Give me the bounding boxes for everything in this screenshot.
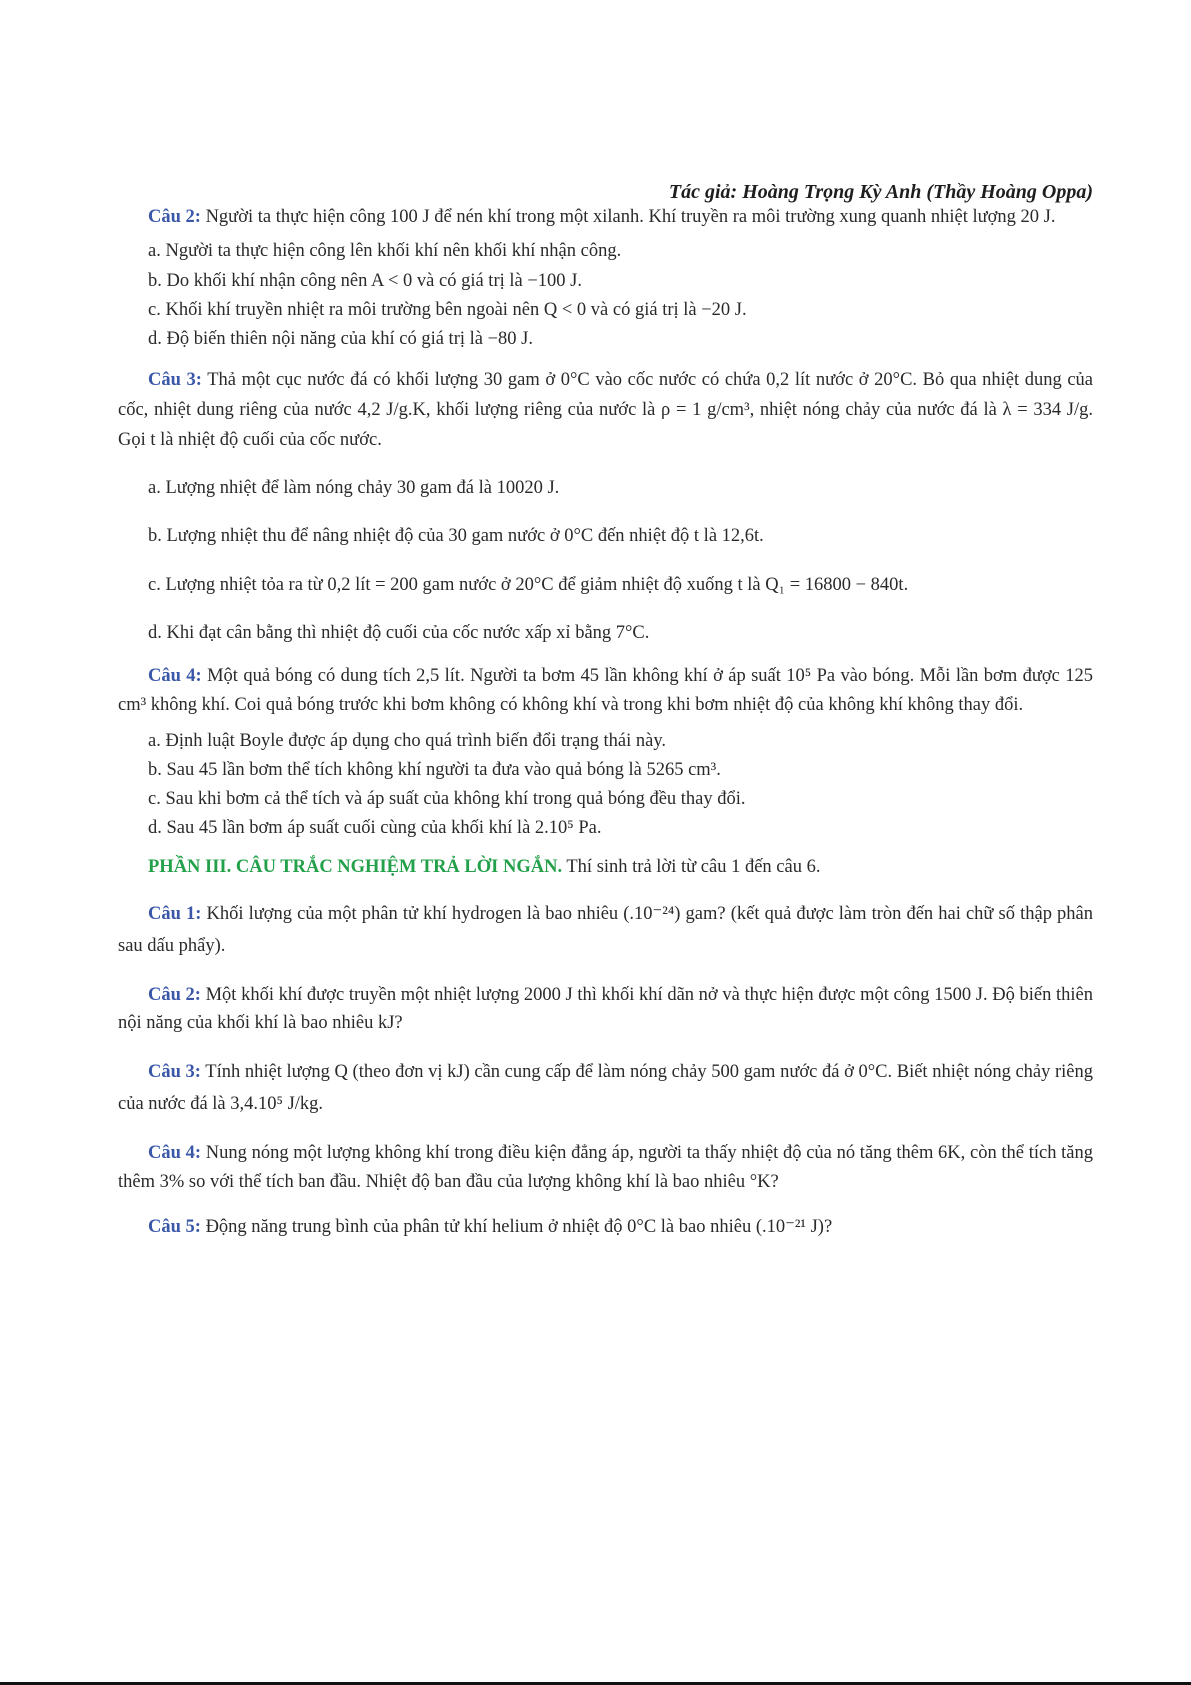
option-c: c. Sau khi bơm cả thể tích và áp suất của không khí trong quả bóng đều thay đổi. bbox=[148, 789, 746, 810]
section-heading bbox=[148, 854, 1093, 880]
question-label: Câu 2: bbox=[148, 984, 201, 1005]
option-a: a. Lượng nhiệt để làm nóng chảy 30 gam đá là 10020 J. bbox=[148, 478, 560, 499]
question-label: Câu 2: bbox=[148, 207, 201, 227]
option-c: c. Lượng nhiệt tỏa ra từ 0,2 lít = 200 gam nước ở 20°C để giảm nhiệt độ xuống t là Q₁ = 16800 − 840t. bbox=[148, 574, 909, 595]
question-text: Một quả bóng có dung tích 2,5 lít. Người ta bơm 45 lần không khí ở áp suất 10⁵ Pa vào bóng. Mỗi lần bơm được 125 cm³ không khí. Coi quả bóng trước khi bơm không có không khí và trong khi bơm nhiệt độ của không khí không thay đổi. bbox=[118, 666, 1094, 715]
document-body bbox=[118, 204, 1093, 1240]
question-text: Nung nóng một lượng không khí trong điều kiện đẳng áp, người ta thấy nhiệt độ của nó tăng thêm 6K, còn thể tích tăng thêm 3% so với thể tích ban đầu. Nhiệt độ ban đầu của lượng không khí là bao nhiêu °K? bbox=[118, 1142, 1094, 1193]
question-block bbox=[118, 1214, 1093, 1240]
option-d: d. Khi đạt cân bằng thì nhiệt độ cuối của cốc nước xấp xỉ bằng 7°C. bbox=[148, 622, 650, 643]
question-block bbox=[118, 204, 1093, 230]
option-c: c. Khối khí truyền nhiệt ra môi trường bên ngoài nên Q < 0 và có giá trị là −20 J. bbox=[148, 299, 747, 320]
question-block bbox=[118, 981, 1093, 1038]
question-text: Động năng trung bình của phân tử khí helium ở nhiệt độ 0°C là bao nhiêu (.10⁻²¹ J)? bbox=[205, 1216, 833, 1237]
question-text: Người ta thực hiện công 100 J để nén khí trong một xilanh. Khí truyền ra môi trường xung quanh nhiệt lượng 20 J. bbox=[205, 207, 1056, 227]
question-label: Câu 3: bbox=[148, 1061, 201, 1082]
option-a: a. Định luật Boyle được áp dụng cho quá trình biến đổi trạng thái này. bbox=[148, 730, 666, 751]
option-d: d. Độ biến thiên nội năng của khí có giá trị là −80 J. bbox=[148, 329, 533, 350]
question-text: Khối lượng của một phân tử khí hydrogen là bao nhiêu (.10⁻²⁴) gam? (kết quả được làm tròn đến hai chữ số thập phân sau dấu phẩy). bbox=[118, 903, 1094, 957]
section-title: PHẦN III. CÂU TRẮC NGHIỆM TRẢ LỜI NGẮN. bbox=[148, 856, 563, 877]
question-label: Câu 5: bbox=[148, 1216, 201, 1237]
question-text: Thả một cục nước đá có khối lượng 30 gam ở 0°C vào cốc nước có chứa 0,2 lít nước ở 20°C. Bỏ qua nhiệt dung của cốc, nhiệt dung riêng của nước 4,2 J/g.K, khối lượng riêng của nước là ρ = 1 g/cm³, nhiệt nóng chảy của nước đá là λ = 334 J/g. Gọi t là nhiệt độ cuối của cốc nước. bbox=[118, 370, 1094, 450]
question-block bbox=[118, 898, 1093, 963]
question-block bbox=[118, 1056, 1093, 1121]
author-line: Tác giả: Hoàng Trọng Kỳ Anh (Thầy Hoàng Oppa) bbox=[668, 181, 1093, 203]
question-text: Tính nhiệt lượng Q (theo đơn vị kJ) cần cung cấp để làm nóng chảy 500 gam nước đá ở 0°C. Biết nhiệt nóng chảy riêng của nước đá là 3,4.10⁵ J/kg. bbox=[118, 1061, 1094, 1115]
option-a: a. Người ta thực hiện công lên khối khí nên khối khí nhận công. bbox=[148, 241, 622, 262]
question-block bbox=[118, 366, 1093, 455]
option-b: b. Lượng nhiệt thu để nâng nhiệt độ của 30 gam nước ở 0°C đến nhiệt độ t là 12,6t. bbox=[148, 526, 764, 547]
question-text: Một khối khí được truyền một nhiệt lượng 2000 J thì khối khí dãn nở và thực hiện được một công 1500 J. Độ biến thiên nội năng của khối khí là bao nhiêu kJ? bbox=[118, 984, 1094, 1034]
question-label: Câu 1: bbox=[148, 903, 202, 924]
question-block bbox=[118, 1139, 1093, 1198]
option-b: b. Do khối khí nhận công nên A < 0 và có giá trị là −100 J. bbox=[148, 270, 582, 291]
question-block bbox=[118, 662, 1093, 719]
option-b: b. Sau 45 lần bơm thể tích không khí người ta đưa vào quả bóng là 5265 cm³. bbox=[148, 759, 721, 780]
option-d: d. Sau 45 lần bơm áp suất cuối cùng của khối khí là 2.10⁵ Pa. bbox=[148, 818, 602, 839]
section-instruction: Thí sinh trả lời từ câu 1 đến câu 6. bbox=[566, 856, 821, 877]
question-label: Câu 4: bbox=[148, 1142, 202, 1163]
question-label: Câu 4: bbox=[148, 666, 202, 687]
question-label: Câu 3: bbox=[148, 370, 202, 391]
